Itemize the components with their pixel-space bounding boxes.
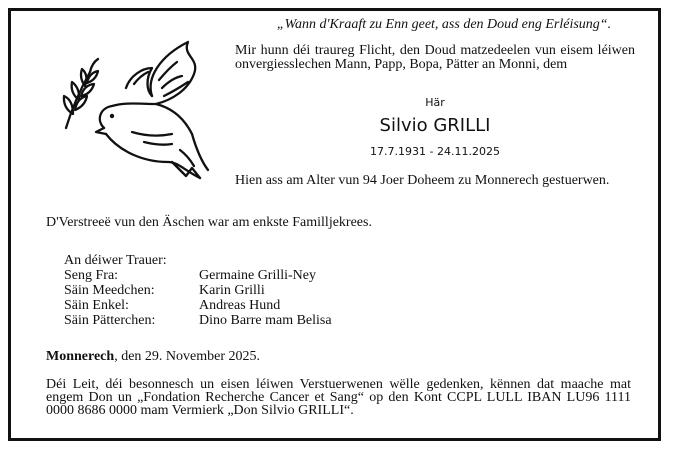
mourner-row [64,283,332,298]
date-text: , den 29. November 2025. [114,349,260,364]
mourner-relation: Säin Pätterchen: [64,313,156,328]
mourners-heading: An déiwer Trauer: [64,253,167,268]
mourner-names: Karin Grilli [199,283,265,298]
funeral-note: D'Verstreeë vun den Äschen war am enkste Familljekrees. [46,215,372,230]
mourner-names: Andreas Hund [199,298,281,313]
place-name: Monnerech [46,349,115,364]
announcement-text: Mir hunn déi traureg Flicht, den Doud matzedeelen vun eisem léiwen onvergiesslechen Mann, Papp, Bopa, Pätter an Monni, dem [235,43,635,72]
opening-quote: „Wann d'Kraaft zu Enn geet, ass den Doud eng Erléisung“. [276,17,612,32]
dove-with-olive-branch-icon [60,38,210,186]
mourners-list [64,253,332,328]
mourner-row [64,313,332,328]
passing-text: Hien ass am Alter vun 94 Joer Doheem zu Monnerech gestuerwen. [235,173,610,188]
donation-note: Déi Leit, déi besonnesch un eisen léiwen Verstuerwenen wëlle gedenken, kënnen dat maache mat engem Don un „Fondation Recherche Cancer et Sang“ op den Kont CCPL LULL IBAN LU96 1111 0000 8686 0000 mam Vermierk „Don Silvio GRILLI“. [46,377,631,418]
mourner-names: Germaine Grilli-Ney [199,268,317,283]
mourner-row [64,298,332,313]
mourner-names: Dino Barre mam Belisa [199,313,332,328]
mourner-relation: Säin Meedchen: [64,283,155,298]
mourner-relation: Säin Enkel: [64,298,129,313]
mourner-row [64,268,332,283]
place-and-date [46,349,260,365]
deceased-name: Silvio GRILLI [379,115,491,136]
honorific: Här [425,96,445,109]
life-dates: 17.7.1931 - 24.11.2025 [370,145,500,158]
mourner-relation: Seng Fra: [64,268,119,283]
